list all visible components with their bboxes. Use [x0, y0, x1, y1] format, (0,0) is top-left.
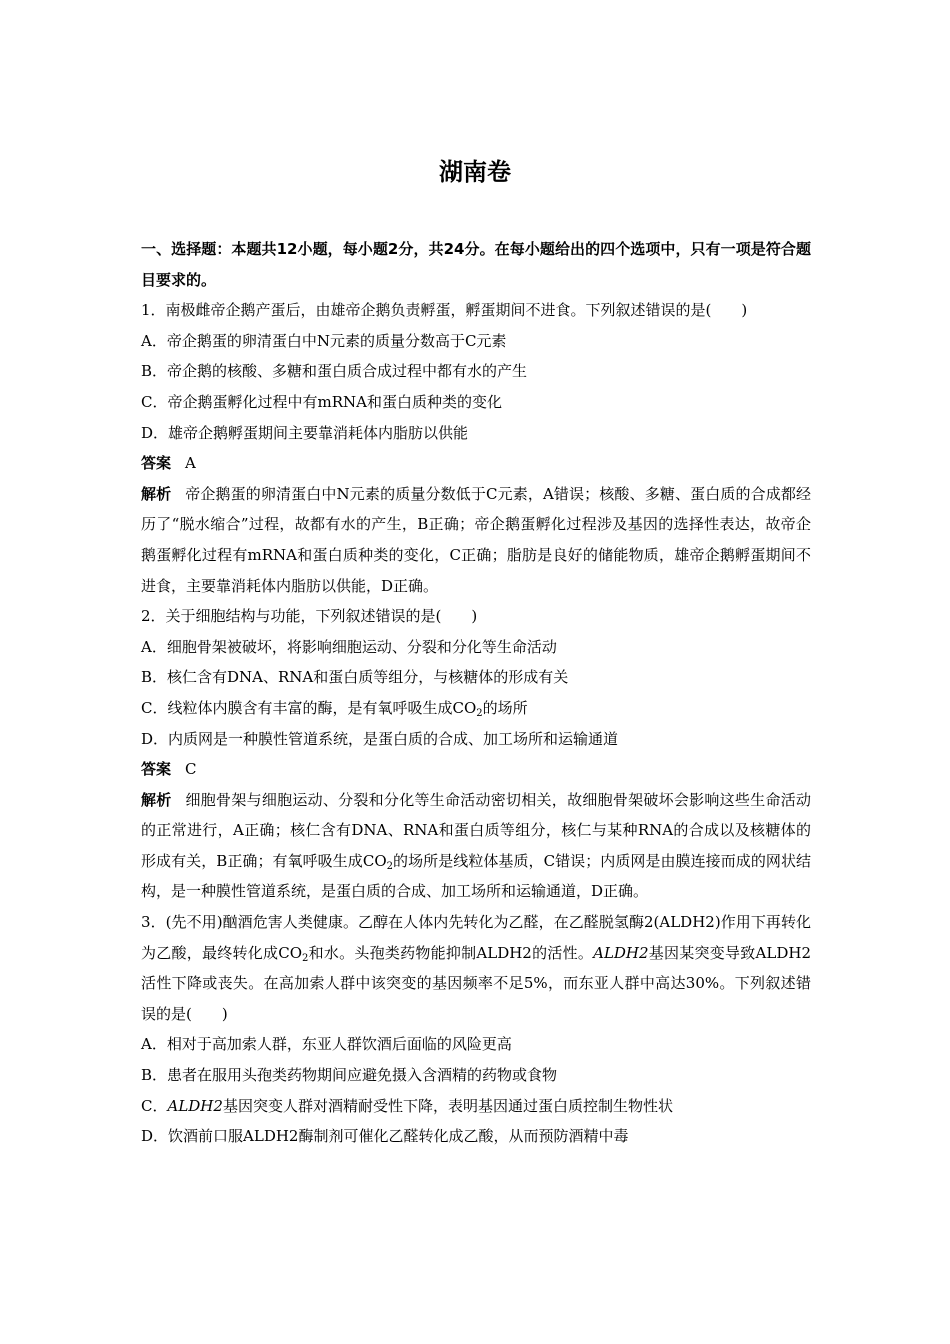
- gene-name: ALDH2: [167, 1096, 223, 1115]
- subscript: 2: [302, 952, 309, 964]
- question-2-option-d: D．内质网是一种膜性管道系统，是蛋白质的合成、加工场所和运输通道: [141, 729, 619, 748]
- question-3-option-b: B．患者在服用头孢类药物期间应避免摄入含酒精的药物或食物: [141, 1066, 558, 1085]
- subscript: 2: [386, 860, 393, 872]
- section-heading: 一、选择题：本题共12小题，每小题2分，共24分。在每小题给出的四个选项中，只有一项是符合题目要求的。: [141, 240, 811, 289]
- question-2-option-b: B．核仁含有DNA、RNA和蛋白质等组分，与核糖体的形成有关: [141, 668, 569, 687]
- analysis-text: 细胞骨架与细胞运动、分裂和分化等生命活动密切相关，故细胞骨架破坏会影响这些生命活动的正常进行，A正确；核仁含有DNA、RNA和蛋白质等组分，核仁与某种RNA的合成以及核糖体的形成有关，B正确；有氧呼吸生成CO: [141, 790, 811, 870]
- question-1-stem: 1．南极雌帝企鹅产蛋后，由雄帝企鹅负责孵蛋，孵蛋期间不进食。下列叙述错误的是( ): [141, 301, 748, 320]
- analysis-label: 解析: [141, 484, 172, 503]
- question-2-analysis: [141, 785, 811, 907]
- answer-value: A: [185, 454, 196, 473]
- question-3-option-d: D．饮酒前口服ALDH2酶制剂可催化乙醛转化成乙酸，从而预防酒精中毒: [141, 1127, 629, 1146]
- question-2-option-a: A．细胞骨架被破坏，将影响细胞运动、分裂和分化等生命活动: [141, 637, 557, 656]
- question-2-stem: 2．关于细胞结构与功能，下列叙述错误的是( ): [141, 607, 478, 626]
- stem-part-3: 基因某突变导致ALDH2活性下降或丧失。在高加索人群中该突变的基因频率不足5%，而东亚人群中高达30%。下列叙述错误的是( ): [141, 943, 812, 1023]
- document-body: [141, 234, 811, 1152]
- subscript: 2: [476, 707, 483, 719]
- question-1-answer: [141, 448, 811, 479]
- question-3-option-c: [141, 1091, 811, 1122]
- stem-part-2: 和水。头孢类药物能抑制ALDH2的活性。: [308, 943, 594, 962]
- analysis-text: 帝企鹅蛋的卵清蛋白中N元素的质量分数低于C元素，A错误；核酸、多糖、蛋白质的合成都经历了“脱水缩合”过程，故都有水的产生，B正确；帝企鹅蛋孵化过程涉及基因的选择性表达，故帝企鹅蛋孵化过程有mRNA和蛋白质种类的变化，C正确；脂肪是良好的储能物质，雄帝企鹅孵蛋期间不进食，主要靠消耗体内脂肪以供能，D正确。: [141, 484, 811, 595]
- answer-value: C: [185, 760, 197, 779]
- analysis-text-end: 的场所是线粒体基质，C错误；内质网是由膜连接而成的网状结构，是一种膜性管道系统，是蛋白质的合成、加工场所和运输通道，D正确。: [141, 851, 811, 901]
- option-c-text: 基因突变人群对酒精耐受性下降，表明基因通过蛋白质控制生物性状: [222, 1096, 673, 1115]
- question-2-answer: [141, 754, 811, 785]
- question-1-analysis: [141, 479, 811, 601]
- answer-label: 答案: [141, 454, 172, 473]
- page-title: 湖南卷: [439, 158, 511, 186]
- option-prefix: C．: [141, 1096, 168, 1115]
- gene-name: ALDH2: [593, 943, 649, 962]
- analysis-label: 解析: [141, 790, 172, 809]
- answer-label: 答案: [141, 760, 172, 779]
- stem-part-1: 3．(先不用)酗酒危害人类健康。乙醇在人体内先转化为乙醛，在乙醛脱氢酶2(ALDH2)作用下再转化为乙酸，最终转化成CO: [141, 913, 811, 962]
- question-1-option-b: B．帝企鹅的核酸、多糖和蛋白质合成过程中都有水的产生: [141, 362, 528, 381]
- question-1-option-d: D．雄帝企鹅孵蛋期间主要靠消耗体内脂肪以供能: [141, 423, 469, 442]
- question-3-option-a: A．相对于高加索人群，东亚人群饮酒后面临的风险更高: [141, 1035, 512, 1054]
- question-1-option-c: C．帝企鹅蛋孵化过程中有mRNA和蛋白质种类的变化: [141, 392, 502, 411]
- option-c-text-end: 的场所: [482, 698, 528, 717]
- question-1-option-a: A．帝企鹅蛋的卵清蛋白中N元素的质量分数高于C元素: [141, 331, 507, 350]
- question-3-stem: [141, 907, 811, 1029]
- option-c-text: C．线粒体内膜含有丰富的酶，是有氧呼吸生成CO: [141, 698, 477, 717]
- question-2-option-c: [141, 693, 811, 724]
